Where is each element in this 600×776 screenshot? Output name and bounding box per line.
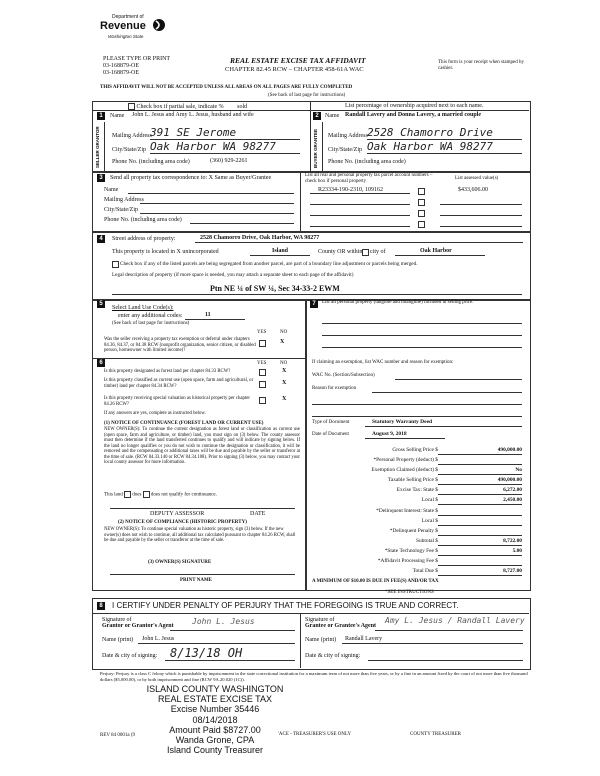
tax-line-label: *Affidavit Processing Fee $ (377, 558, 438, 565)
doc-date-label: Date of Document (312, 432, 349, 437)
treasurer-use-label: 'ACE - TREASURER'S USE ONLY (278, 732, 352, 737)
grantee-date-label: Date & city of signing: (305, 653, 361, 659)
section6-q2-answer[interactable]: X (282, 380, 287, 386)
section6-q1-yes-checkbox[interactable] (259, 369, 266, 376)
section6-q1-answer[interactable]: X (282, 368, 287, 374)
buyer-city-label: City/State/Zip (328, 147, 362, 153)
tax-line-label: Gross Selling Price $ (392, 447, 438, 453)
segregated-label: Check box if any of the listed parcels are being segregated from another parcel, are part of a boundary line adjustment or parcels being merged. (120, 261, 418, 267)
tax-line-value[interactable]: 6,272.00 (503, 487, 522, 494)
seller-city[interactable]: Oak Harbor WA 98277 (150, 140, 276, 153)
seller-side-label: SELLER GRANTOR (95, 126, 100, 168)
partial-sale-check[interactable] (128, 103, 247, 110)
grantor-sig-label-2: Grantor or Grantor's Agent (102, 623, 174, 629)
tax-line-value[interactable]: 8,727.00 (503, 568, 522, 575)
parcel-checkbox-2[interactable] (418, 199, 425, 206)
notice2-body: NEW OWNER(S): To continue special valuation as historic property, sign (3) below. If the new owner(s) does not wish to continue, all additional tax calculated pursuant to chapter 84.26 RCW, shall be due and payable by the seller or transferor at the time of sale. (104, 527, 296, 543)
rev-number: REV 84 0001a (9 (100, 733, 136, 738)
section-7-badge: 7 (310, 300, 318, 308)
does-label: does (132, 492, 142, 498)
grantor-name[interactable]: John L. Jesus (142, 636, 175, 642)
buyer-mail[interactable]: 2528 Chamorro Drive (367, 126, 493, 139)
tax-line-row (312, 496, 524, 506)
date-label: DATE (250, 511, 266, 517)
buyer-phone-label: Phone No. (including area code) (328, 159, 406, 165)
tax-line-row (312, 507, 524, 517)
section-8-badge: 8 (97, 602, 105, 610)
section6-no: NO (280, 361, 288, 366)
tax-line-value[interactable]: 8,722.00 (503, 537, 522, 544)
parcel-checkbox-4[interactable] (418, 221, 425, 228)
county-label: County OR within (318, 249, 363, 255)
section6-q3-yes-checkbox[interactable] (259, 397, 266, 404)
partial-sale-checkbox[interactable] (128, 103, 135, 110)
please-type-text: PLEASE TYPE OR PRINT (103, 56, 171, 62)
tax-line-label: *Personal Property (deduct) $ (373, 457, 438, 464)
notice1-title: (1) NOTICE OF CONTINUANCE (FOREST LAND OR CURRENT USE) (104, 421, 264, 426)
does-not-checkbox[interactable] (143, 491, 150, 498)
tax-line-value[interactable]: 490,000.00 (497, 447, 522, 453)
parcel-header: List all real and personal property tax parcel account numbers – check box if personal property (305, 173, 433, 184)
street-label: Street address of property: (112, 236, 176, 242)
tax-line-row (312, 456, 524, 466)
tax-line-label: Local $ (421, 497, 438, 504)
tax-line-value[interactable]: 490,000.00 (497, 477, 522, 484)
minimum-due-text: A MINIMUM OF $10.00 IS DUE IN FEE(S) AND/OR TAX (312, 579, 439, 584)
tax-line-value[interactable]: No (515, 467, 522, 474)
tax-line-label: *Delinquent Interest: State $ (376, 507, 438, 514)
section6-q2: Is this property classified as current use (open space, farm and agricultural, or timber) land per chapter 84.34 RCW? (104, 378, 254, 389)
personal-property-label: List all personal property (tangible and intangible) included in selling price. (322, 300, 474, 305)
grantor-signature[interactable]: John L. Jesus (192, 617, 255, 626)
section6-yes: YES (257, 361, 267, 366)
tax-line-row (312, 567, 524, 577)
reason-label: Reason for exemption (312, 386, 357, 391)
logo-main-text: Revenue (100, 20, 146, 32)
tax-line-row (312, 537, 524, 547)
grantee-signature[interactable]: Amy L. Jesus / Randall Lavery (385, 616, 525, 625)
tax-line-row (312, 446, 524, 456)
corr-city-label: City/State/Zip (104, 207, 138, 213)
section5-yes-checkbox[interactable] (259, 340, 266, 347)
grantee-sig-label-1: Signature of (305, 617, 335, 623)
tax-line-row (312, 547, 524, 557)
logo-swirl-icon (152, 16, 166, 34)
section-6-badge: 6 (97, 359, 105, 367)
stamp-line-5: Amount Paid $8727.00 (169, 724, 261, 735)
land-use-see-back: (See back of last page for instructions) (112, 321, 190, 326)
seller-phone-label: Phone No. (including area code) (112, 159, 190, 165)
chapter-text: CHAPTER 82.45 RCW – CHAPTER 458-61A WAC (225, 66, 364, 73)
partial-sale-label: Check box if partial sale, indicate % (136, 103, 224, 110)
buyer-name[interactable]: Randall Lavery and Donna Lavery, a married couple (345, 112, 482, 118)
buyer-city[interactable]: Oak Harbor WA 98277 (367, 140, 493, 153)
treasurer-stamp (125, 684, 305, 755)
section-5-badge: 5 (97, 300, 105, 308)
this-land-label: This land (104, 492, 123, 498)
tax-line-label: Subtotal $ (415, 537, 438, 544)
perjury-text: Perjury: Perjury is a class C felony which is punishable by imprisonment in the state correctional institution for a maximum term of not more than five years, or by a fine in an amount fixed by the court of not more than five thousand dollars ($5,000.00), or by both imprisonment and fine (RCW 9A.20.020 (1C)). (100, 671, 528, 682)
parcel-checkbox-3[interactable] (418, 210, 425, 217)
section-2-badge: 2 (313, 112, 321, 120)
seller-city-label: City/State/Zip (112, 147, 146, 153)
section5-yes: YES (257, 330, 267, 335)
tax-line-row (312, 517, 524, 527)
wac-label: WAC No. (Section/Subsection) (312, 373, 375, 378)
city-value[interactable]: Oak Harbor (420, 248, 452, 254)
stamp-line-4: 08/14/2018 (192, 714, 238, 725)
tax-line-row (312, 466, 524, 476)
doc-date[interactable]: August 9, 2018 (372, 431, 407, 437)
tax-line-row (312, 557, 524, 567)
doc-type[interactable]: Statutory Warranty Deed (372, 419, 433, 425)
legal-description[interactable]: Ptn NE ¼ of SW ¼, Sec 34-33-2 EWM (210, 284, 340, 293)
assessed-value[interactable]: $433,606.00 (458, 187, 488, 193)
tax-line-label: Taxable Selling Price $ (387, 477, 438, 484)
this-land-row (104, 491, 217, 498)
stamp-line-7: Island County Treasurer (166, 745, 264, 756)
buyer-side-label: BUYER GRANTEE (313, 128, 318, 168)
street-address[interactable]: 2528 Chamorro Drive, Oak Harbor, WA 98277 (200, 235, 320, 241)
section6-q1: Is this property designated as forest land per chapter 84.33 RCW? (104, 369, 231, 374)
tax-line-label: Local $ (421, 517, 438, 524)
city-label: city of (370, 249, 386, 255)
seller-name-label: Name (110, 113, 125, 119)
tax-line-label: Exemption Claimed (deduct) $ (371, 467, 438, 474)
exemption-label: If claiming an exemption, list WAC number and reason for exemption: (312, 360, 454, 365)
tax-lines (312, 446, 524, 577)
section-1-badge: 1 (97, 112, 105, 120)
grantee-name[interactable]: Randall Lavery (345, 636, 383, 642)
grantee-sig-label-2: Grantee or Grantee's Agent (305, 623, 377, 629)
grantor-date-label: Date & city of signing: (102, 653, 158, 659)
stamp-line-1: ISLAND COUNTY WASHINGTON (146, 684, 284, 694)
see-instructions-text: *SEE INSTRUCTIONS (385, 590, 434, 595)
seller-phone[interactable]: (360) 929-2261 (210, 158, 248, 164)
send-tax-label: Send all property tax correspondence to: X Same as Buyer/Grantee (110, 175, 272, 181)
tax-line-row (312, 486, 524, 496)
segregated-checkbox[interactable] (112, 261, 119, 268)
land-use-label: Select Land Use Code(s): (112, 305, 174, 311)
seller-mail[interactable]: 391 SE Jerome (150, 126, 237, 139)
page-title: REAL ESTATE EXCISE TAX AFFIDAVIT (230, 56, 366, 65)
grantor-date[interactable]: 8/13/18 OH (170, 646, 243, 660)
parcel-checkbox-1[interactable] (418, 188, 425, 195)
parcel-number[interactable]: R23334-190-2310, 109162 (318, 187, 383, 193)
notice1-body: NEW OWNER(S): To continue the current designation as forest land or classification as current use (open space, farm and agriculture, or timber) land, you must sign on (3) below. The county assessor must then determine if the land transferred continues to qualify and will indicate by signing below. If the land no longer qualifies or you do not wish to continue the designation or classification, it will be removed and the compensating or additional taxes will be due and payable by the seller or transferor at the time of sale. (RCW 84.33.140 or RCW 84.34.108). Prior to signing (3) below, you may contact your local county assessor for more information. (104, 427, 300, 465)
located-label: This property is located in X unincorporated (112, 249, 219, 255)
tax-line-value[interactable]: 5.00 (512, 547, 522, 554)
section6-q3-answer[interactable]: X (282, 396, 287, 402)
county-treasurer-label: COUNTY TREASURER (410, 732, 461, 737)
ownership-pct-label: List percentage of ownership acquired next to each name. (345, 103, 484, 109)
county-value[interactable]: Island (272, 248, 289, 254)
city-checkbox[interactable] (362, 249, 369, 256)
section5-answer[interactable]: X (280, 339, 285, 345)
tax-line-label: *State Technology Fee $ (384, 547, 438, 554)
does-checkbox[interactable] (124, 491, 131, 498)
revenue-logo (100, 14, 170, 46)
deputy-assessor-label: DEPUTY ASSESSOR (150, 511, 205, 517)
tax-line-row (312, 527, 524, 537)
stamp-line-2: REAL ESTATE EXCISE TAX (157, 694, 273, 705)
does-not-label: does not qualify for continuance. (150, 492, 217, 498)
tax-line-label: Excise Tax: State $ (396, 487, 438, 494)
form-number-1: 03-168879-OE (103, 63, 139, 69)
tax-line-value[interactable]: 2,450.00 (503, 497, 522, 504)
grantor-name-label: Name (print) (102, 637, 134, 643)
buyer-mail-label: Mailing Address (328, 133, 368, 139)
logo-top-text: Department of (112, 14, 144, 20)
warning-text: THIS AFFIDAVIT WILL NOT BE ACCEPTED UNLESS ALL AREAS ON ALL PAGES ARE FULLY COMPLETED (100, 85, 353, 90)
print-name-label: PRINT NAME (180, 578, 212, 583)
section6-q2-yes-checkbox[interactable] (259, 381, 266, 388)
seller-name[interactable]: John L. Jesus and Amy L. Jesus, husband and wife (132, 112, 254, 118)
seller-mail-label: Mailing Address (112, 133, 152, 139)
see-back-text: (See back of last page for instructions) (268, 93, 346, 98)
section-4-badge: 4 (97, 235, 105, 243)
tax-line-label: Total Due $ (412, 568, 438, 575)
section5-question: Was the seller receiving a property tax exemption or deferral under chapters 84.36, 84.37, or 84.38 RCW (nonprofit organization, senior citizen, or disabled person, homeowner with limited income)? (104, 337, 256, 353)
sold-label: sold (237, 103, 248, 110)
notice2-title: (2) NOTICE OF COMPLIANCE (HISTORIC PROPERTY) (118, 520, 247, 525)
corr-mail-label: Mailing Address (104, 197, 144, 203)
section6-q3: Is this property receiving special valuation as historical property per chapter 84.26 RCW? (104, 396, 250, 407)
if-yes-text: If any answers are yes, complete as instructed below. (104, 411, 206, 416)
legal-label: Legal description of property (if more space is needed, you may attach a separate sheet to each page of the affidavit) (112, 272, 354, 278)
section-3-badge: 3 (97, 174, 105, 182)
form-number-2: 03-168879-OE (103, 70, 139, 76)
additional-codes-label: enter any additional codes: (118, 313, 183, 319)
corr-name-label: Name (104, 187, 119, 193)
stamp-line-3: Excise Number 35446 (170, 704, 260, 715)
tax-line-row (312, 476, 524, 486)
buyer-name-label: Name (325, 113, 340, 119)
corr-phone-label: Phone No. (including area code) (104, 217, 182, 223)
receipt-note: This form is your receipt when stamped by cashier. (438, 60, 524, 71)
section5-no: NO (280, 330, 288, 335)
grantee-name-label: Name (print) (305, 637, 337, 643)
doc-type-label: Type of Document (312, 420, 350, 425)
owner-signature-label: (3) OWNER(S) SIGNATURE (148, 560, 212, 565)
certify-text: I CERTIFY UNDER PENALTY OF PERJURY THAT THE FOREGOING IS TRUE AND CORRECT. (112, 601, 459, 610)
logo-sub-text: Washington State (108, 34, 144, 39)
land-use-code[interactable]: 11 (205, 312, 211, 318)
tax-line-label: *Delinquent Penalty $ (389, 527, 438, 534)
grantor-sig-label-1: Signature of (102, 617, 132, 623)
stamp-line-6: Wanda Grone, CPA (175, 735, 255, 746)
assessed-header: List assessed value(s) (455, 176, 499, 181)
